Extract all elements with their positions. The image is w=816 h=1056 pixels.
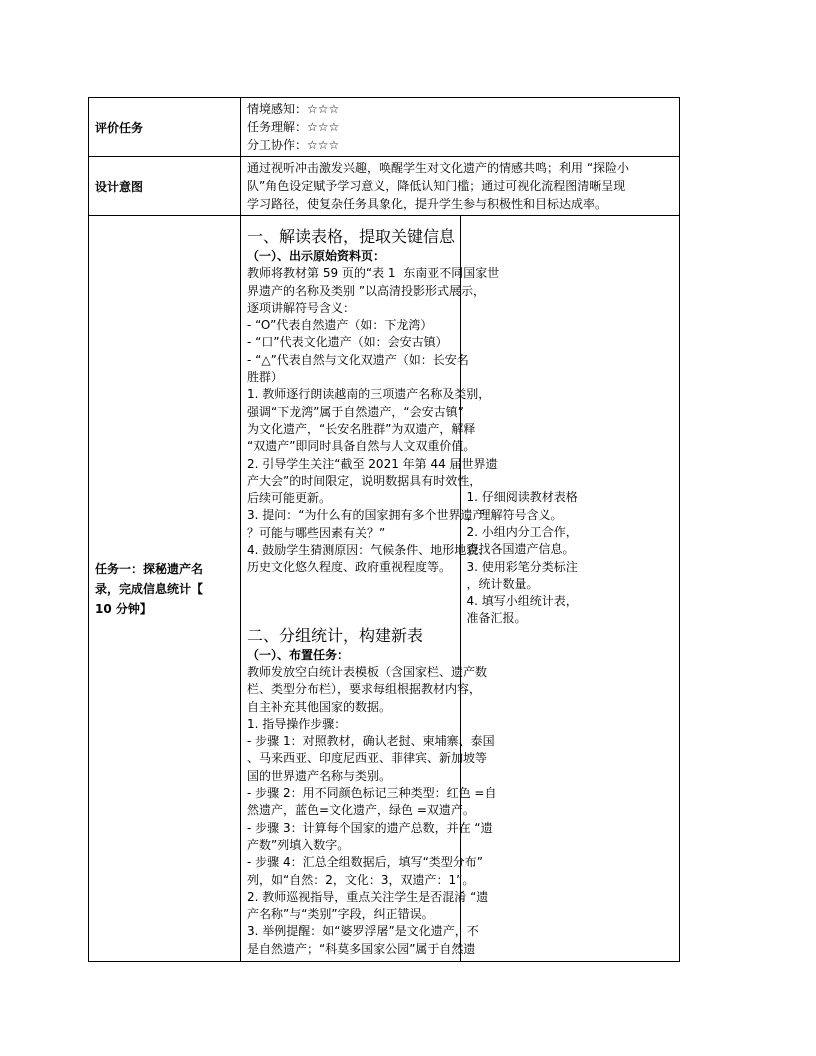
student-activity-line: 2. 小组内分工合作， xyxy=(466,524,578,539)
task1-label-line: 任务一：探秘遗产名 xyxy=(95,561,204,576)
section2-line: - 步骤 3：计算每个国家的遗产总数，并在 “遗 xyxy=(247,820,493,835)
section2-line: 国的世界遗产名称与类别。 xyxy=(247,768,392,783)
section2-line: 然遗产，蓝色=文化遗产，绿色 =双遗产。 xyxy=(247,803,475,818)
section2-line: 教师发放空白统计表模板（含国家栏、遗产数 xyxy=(247,664,488,679)
evaluation-label: 评价任务 xyxy=(89,98,241,157)
section2-line: 自主补充其他国家的数据。 xyxy=(247,699,392,714)
evaluation-item: 分工协作：☆☆☆ xyxy=(247,138,340,152)
lesson-plan-table xyxy=(88,97,680,962)
evaluation-item: 任务理解：☆☆☆ xyxy=(247,120,340,134)
section1-line: ？可能与哪些因素有关？” xyxy=(247,525,386,540)
section1-subtitle: （一）、出示原始资料页： xyxy=(247,249,386,263)
evaluation-row xyxy=(89,98,680,157)
design-line: 通过视听冲击激发兴趣，唤醒学生对文化遗产的情感共鸣；利用 “探险小 xyxy=(247,161,630,175)
student-activity-line: ，理解符号含义。 xyxy=(466,507,563,522)
student-activity-line: 4. 填写小组统计表， xyxy=(466,594,578,609)
section1-title: 一、解读表格，提取关键信息 xyxy=(247,227,456,246)
design-label: 设计意图 xyxy=(89,157,241,216)
section2-line: 2. 教师巡视指导，重点关注学生是否混淆 “遗 xyxy=(247,889,489,904)
student-activity-body xyxy=(467,489,674,627)
section1-line: 1. 教师逐行朗读越南的三项遗产名称及类别， xyxy=(247,387,491,402)
task1-row xyxy=(89,216,680,962)
section2-line: - 步骤 2：用不同颜色标记三种类型：红色 =自 xyxy=(247,786,497,801)
section1-line: 历史文化悠久程度、政府重视程度等。 xyxy=(247,560,452,575)
section1-line: - “O”代表自然遗产（如：下龙湾） xyxy=(247,318,433,333)
section2-line: - 步骤 1：对照教材，确认老挝、柬埔寨、泰国 xyxy=(247,734,495,749)
section1-line: 逐项讲解符号含义： xyxy=(247,300,356,315)
section2-body xyxy=(247,664,497,958)
section2-subtitle: （一）、布置任务： xyxy=(247,647,350,662)
section2-line: 3. 举例提醒：如“婆罗浮屠”是文化遗产，不 xyxy=(247,924,479,939)
student-activity-line: 查找各国遗产信息。 xyxy=(466,542,575,557)
section1-body xyxy=(247,265,500,576)
evaluation-content xyxy=(241,98,680,157)
section1-line: 4. 鼓励学生猜测原因：气候条件、地形地貌、 xyxy=(247,543,491,558)
evaluation-item: 情境感知：☆☆☆ xyxy=(247,102,340,116)
student-activity-line: 3. 使用彩笔分类标注 xyxy=(466,559,578,574)
student-activity-line: 1. 仔细阅读教材表格 xyxy=(466,490,578,505)
student-activity-line: ，统计数量。 xyxy=(466,576,539,591)
section2-line: - 步骤 4：汇总全组数据后，填写“类型分布” xyxy=(247,855,484,870)
section1-line: - “△”代表自然与文化双遗产（如：长安名 xyxy=(247,352,469,367)
section2-line: 、马来西亚、印度尼西亚、菲律宾、新加坡等 xyxy=(247,751,488,766)
section2-line: 列，如“自然：2，文化：3，双遗产：1”。 xyxy=(247,872,475,887)
section1-line: 2. 引导学生关注“截至 2021 年第 44 届世界遗 xyxy=(247,456,498,471)
section1-line: 3. 提问：“为什么有的国家拥有多个世界遗产 xyxy=(247,508,485,523)
task1-label-line: 10 分钟】 xyxy=(95,601,152,616)
task1-label xyxy=(89,216,241,962)
section2-line: 栏、类型分布栏），要求每组根据教材内容， xyxy=(247,682,482,697)
section1-line: 胜群） xyxy=(247,370,284,385)
section1-line: - “口”代表文化遗产（如：会安古镇） xyxy=(247,335,448,350)
section2-line: 是自然遗产；“科莫多国家公园”属于自然遗 xyxy=(247,941,476,956)
section2-line: 产名称”与“类别”字段，纠正错误。 xyxy=(247,907,434,922)
section1-line: “双遗产”即同时具备自然与人文双重价值。 xyxy=(247,439,476,454)
section1-line: 强调“下龙湾”属于自然遗产，“会安古镇” xyxy=(247,404,464,419)
design-line: 队”角色设定赋予学习意义，降低认知门槛；通过可视化流程图清晰呈现 xyxy=(247,179,626,193)
section1-line: 教师将教材第 59 页的“表 1 东南亚不同国家世 xyxy=(247,266,500,281)
section1-line: 界遗产的名称及类别 ”以高清投影形式展示， xyxy=(247,283,486,298)
task1-label-line: 录，完成信息统计【 xyxy=(95,581,204,596)
design-row xyxy=(89,157,680,216)
section2-line: 1. 指导操作步骤： xyxy=(247,716,347,731)
section2-title: 二、分组统计，构建新表 xyxy=(247,625,424,645)
section1-line: 产大会”的时间限定，说明数据具有时效性， xyxy=(247,473,482,488)
design-line: 学习路径，使复杂任务具象化，提升学生参与积极性和目标达成率。 xyxy=(247,197,608,211)
student-activity-line: 准备汇报。 xyxy=(466,611,527,626)
design-content xyxy=(241,157,680,216)
section1-line: 为文化遗产，“长安名胜群”为双遗产，解释 xyxy=(247,421,476,436)
student-activity-cell xyxy=(460,216,680,962)
section2-line: 产数”列填入数字。 xyxy=(247,837,350,852)
section1-line: 后续可能更新。 xyxy=(247,491,332,506)
